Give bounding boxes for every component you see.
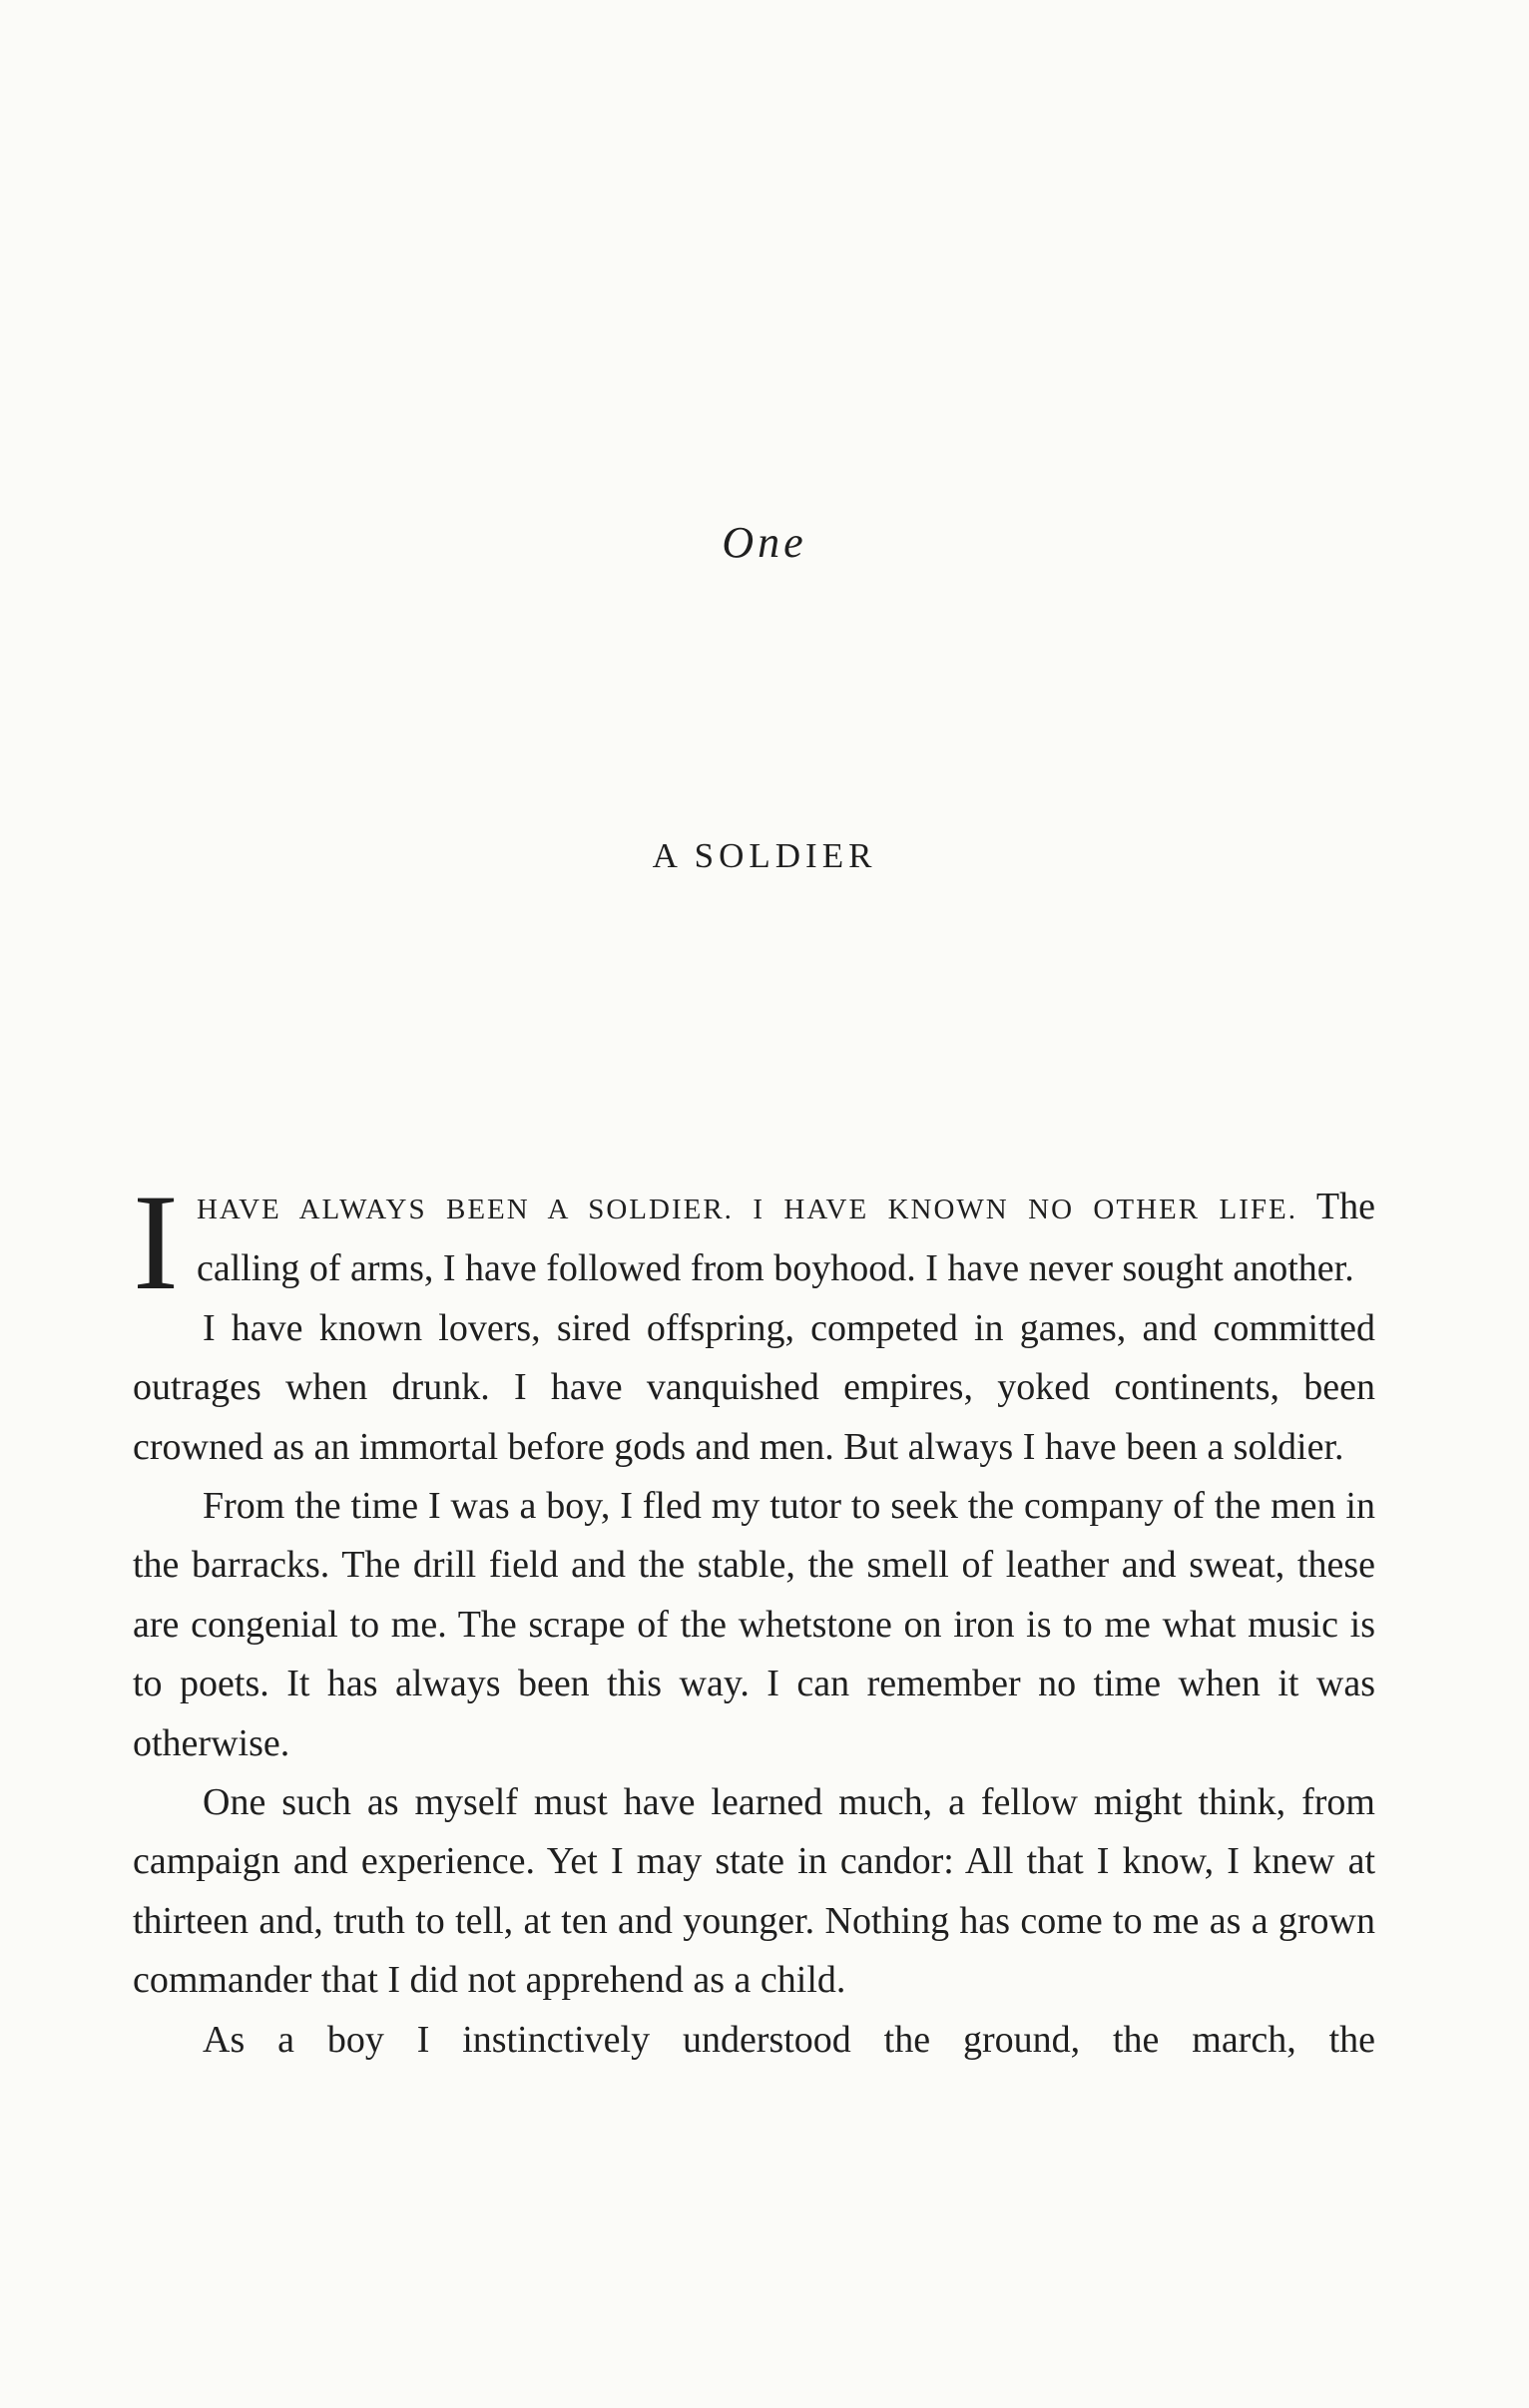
chapter-number: One <box>722 518 807 567</box>
paragraph: From the time I was a boy, I fled my tutor to seek the company of the men in the barracks. The drill field and the stable, the smell of leather and sweat, these are congenial to me. The scrape of the whetstone on iron is to me what music is to poets. It has always been this way. I can remember no time when it was otherwise. <box>133 1485 1375 1764</box>
paragraph: As a boy I instinctively understood the ground, the march, the <box>203 2018 1375 2061</box>
chapter-title: A SOLDIER <box>652 836 877 875</box>
chapter-text <box>133 1166 1375 2070</box>
opening-text: The calling of arms, I have followed from boyhood. I have never sought another. <box>196 1186 1375 1290</box>
opening-paragraph <box>133 1166 1375 1318</box>
drop-cap: I <box>133 1166 179 1318</box>
opening-small-caps: HAVE ALWAYS BEEN A SOLDIER. I HAVE KNOWN NO OTHER LIFE. <box>196 1194 1297 1225</box>
paragraph: I have known lovers, sired offspring, competed in games, and committed outrages when drunk. I have vanquished empires, yoked continents, been crowned as an immortal before gods and men. But always I have been a soldier. <box>133 1306 1375 1468</box>
paragraph: One such as myself must have learned much, a fellow might think, from campaign and experience. Yet I may state in candor: All that I know, I knew at thirteen and, truth to tell, at ten and younger. Nothing has come to me as a grown commander that I did not apprehend as a child. <box>133 1781 1375 2002</box>
